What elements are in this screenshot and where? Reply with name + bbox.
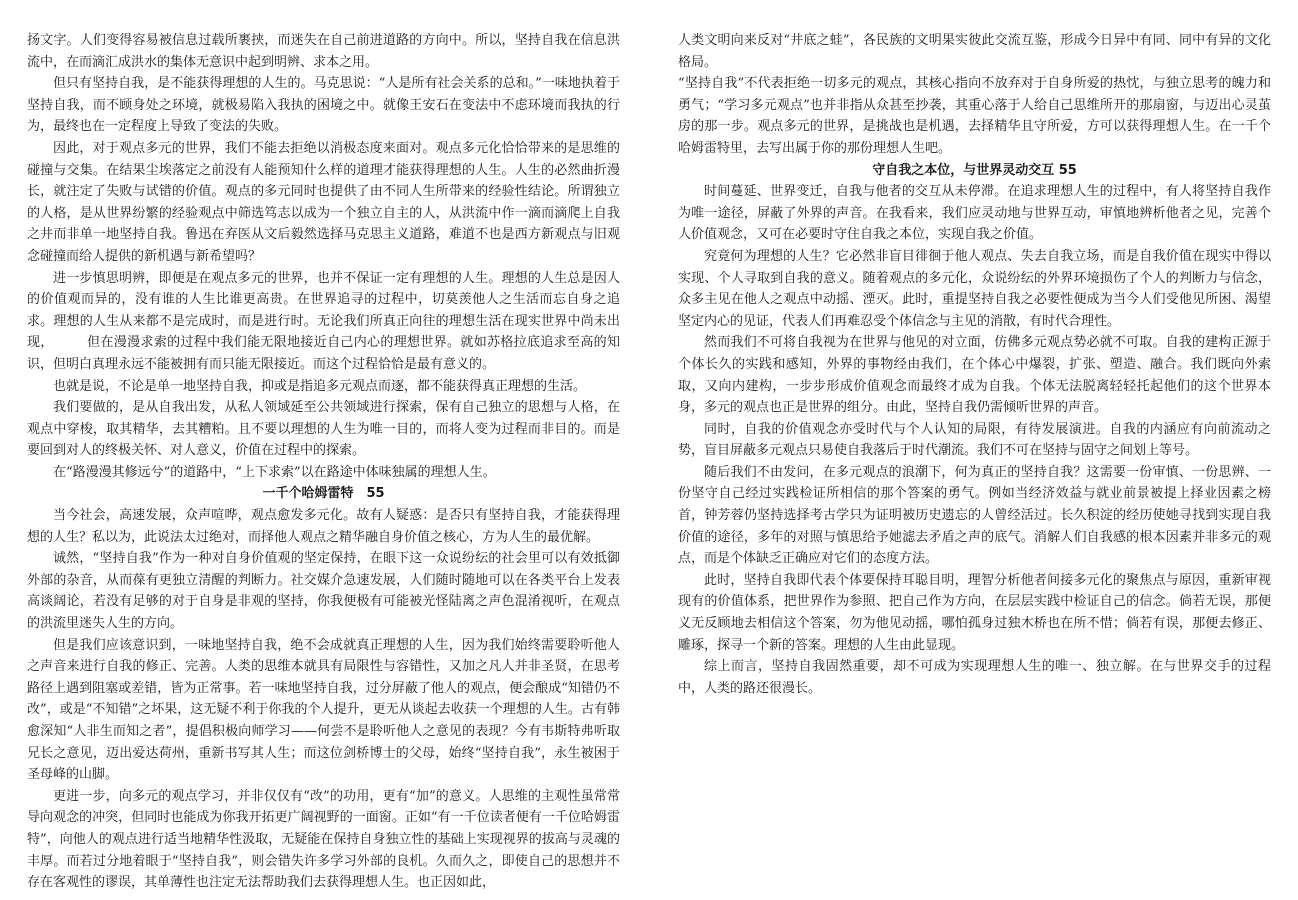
left-paragraph-4: 也就是说，不论是单一地坚持自我，抑或是指追多元观点而逐，都不能获得真正理想的生活。 <box>53 378 587 394</box>
left-paragraph-2: 因此，对于观点多元的世界，我们不能去拒绝以消极态度来面对。观点多元化恰恰带来的是思维的碰撞与交集。在结果尘埃落定之前没有人能预知什么样的道理才能获得理想的人生。人生的必然曲折漫长，就注定了失败与试错的价值。观点的多元同时也提供了由不同人生所带来的经验性结论。所谓独立的人格，是从世界纷繁的经验观点中筛选笃志以成为一个独立自主的人，从洪流中作一滴而滴爬上自我之井而非单一地坚持自我。鲁迅在弃医从文后毅然选择马克思主义道路，难道不也是西方新观点与旧观念碰撞而给人提供的新机遇与新希望吗？ <box>27 140 620 264</box>
left-paragraph-10: 但是我们应该意识到，一味地坚持自我，绝不会成就真正理想的人生，因为我们始终需要聆听他人之声音来进行自我的修正、完善。人类的思维本就具有局限性与容错性，又加之凡人并非圣贤，在思考路径上遇到阻塞或差错，皆为正常事。若一味地坚持自我，过分屏蔽了他人的观点，便会酿成“知错仍不改”，或是“不知错”之坏果，这无疑不利于你我的个人提升，更无从谈起去收获一个理想的人生。古有韩愈深知“人非生而知之者”，提倡积极向师学习——何尝不是聆听他人之意见的表现？今有韦斯特弗听取兄长之意见，迈出爱达荷州，重新书写其人生；而这位剑桥博士的父母，始终“坚持自我”，永生被困于圣母峰的山脚。 <box>27 637 620 783</box>
right-paragraph-6: 同时，自我的价值观念亦受时代与个人认知的局限，有待发展演进。自我的内涵应有向前流动之势，盲目屏蔽多元观点只易使自我落后于时代潮流。我们不可在坚持与固守之间划上等号。 <box>678 421 1271 459</box>
left-paragraph-11: 更进一步，向多元的观点学习，并非仅仅有“改”的功用，更有“加”的意义。人思维的主观性虽常常导向观念的冲突，但同时也能成为你我开拓更广阔视野的一面窗。正如“有一千位读者便有一千位哈姆雷特”，向他人的观点进行适当地精华性汲取，无疑能在保持自身独立性的基础上实现视界的拔高与灵魂的丰厚。而若过分地着眼于“坚持自我”，则会错失许多学习外部的良机。久而久之，即使自己的思想并不存在客观性的谬误，其单薄性也注定无法帮助我们去获得理想人生。也正因如此， <box>27 788 620 891</box>
right-paragraph-4: 究竟何为理想的人生？它必然非盲目徘徊于他人观点、失去自我立场，而是自我价值在现实中得以实现、个人寻取到自我的意义。随着观点的多元化，众说纷纭的外界环境损伤了个人的判断力与信念，众多主见在他人之观点中动摇、湮灭。此时，重提坚持自我之必要性便成为当今人们受他见所困、渴望坚定内心的见证，代表人们再难忍受个体信念与主见的消散，有时代合理性。 <box>678 248 1271 329</box>
left-column <box>27 30 620 894</box>
left-paragraph-0: 扬文字。人们变得容易被信息过载所裹挟，而迷失在自己前进道路的方向中。所以，坚持自我在信息洪流中，在而滴汇成洪水的集体无意识中起到明辨、求本之用。 <box>27 33 620 70</box>
right-paragraph-7: 随后我们不由发问，在多元观点的浪潮下，何为真正的坚持自我？这需要一份审慎、一份思辨、一份坚守自己经过实践检证所相信的那个答案的勇气。例如当经济效益与就业前景被提上择业因素之榜首，钟芳蓉仍坚持选择考古学只为证明被历史遗忘的人曾经活过。长久积淀的经历使她寻找到实现自我价值的途径，多年的对照与慎思给予她滤去矛盾之声的底气。消解人们自我感的根本因素并非多元的观点，而是个体缺乏正确应对它们的态度方法。 <box>678 464 1271 567</box>
left-essay-title-7: 一千个哈姆雷特 55 <box>262 486 385 502</box>
left-paragraph-5: 我们要做的，是从自我出发，从私人领域延至公共领域进行探索，保有自己独立的思想与人格，在观点中穿梭，取其精华，去其糟粕。且不要以理想的人生为唯一目的，而将人变为过程而非目的。而是要回到对人的终极关怀、对人意义，价值在过程中的探索。 <box>27 400 620 459</box>
right-paragraph-1: “坚持自我”不代表拒绝一切多元的观点，其核心指向不放弃对于自身所爱的热忱，与独立思考的魄力和勇气；“学习多元观点”也并非指从众甚至抄袭，其重心落于人给自己思维所开的那扇窗，与迈出心灵茧房的那一步。观点多元的世界，是挑战也是机遇，去择精华且守所爱，方可以获得理想人生。在一千个哈姆雷特里，去写出属于你的那份理想人生吧。 <box>678 76 1271 156</box>
left-paragraph-1: 但只有坚持自我，是不能获得理想的人生的。马克思说：“人是所有社会关系的总和。”一味地执着于坚持自我，而不顾身处之环境，就极易陷入我执的困境之中。就像王安石在变法中不虑环境而我执的行为，最终也在一定程度上导致了变法的失败。 <box>27 76 620 135</box>
right-paragraph-3: 时间蔓延、世界变迁，自我与他者的交互从未停滞。在追求理想人生的过程中，有人将坚持自我作为唯一途径，屏蔽了外界的声音。在我看来，我们应灵动地与世界互动，审慎地辨析他者之见，完善个人价值观念，又可在必要时守住自我之本位，实现自我之价值。 <box>678 184 1271 243</box>
left-paragraph-3: 进一步慎思明辨，即便是在观点多元的世界，也并不保证一定有理想的人生。理想的人生总是因人的价值观而异的，没有谁的人生比谁更高贵。在世界追寻的过程中，切莫羡他人之生活而忘自身之追求。理想的人生从来都不是完成时，而是进行时。无论我们所真正向往的理想生活在现实世界中尚未出现， 但在漫漫求索的过程中我们能无限地接近自己内心的理想世界。就如苏格拉底追求至高的知识，但明白真理永远不能被拥有而只能无限接近。而这个过程恰恰是最有意义的。 <box>27 270 620 372</box>
right-paragraph-0: 人类文明向来反对“井底之蛙”，各民族的文明果实彼此交流互鉴，形成今日异中有同、同中有异的文化格局。 <box>678 33 1271 70</box>
right-essay-title-2: 守自我之本位，与世界灵动交互 55 <box>872 162 1077 178</box>
left-paragraph-6: 在“路漫漫其修远兮”的道路中，“上下求索”以在路途中体味独属的理想人生。 <box>53 464 496 480</box>
right-column <box>678 30 1271 699</box>
right-paragraph-9: 综上而言，坚持自我固然重要，却不可成为实现理想人生的唯一、独立解。在与世界交手的过程中，人类的路还很漫长。 <box>678 659 1271 696</box>
right-paragraph-8: 此时，坚持自我即代表个体要保持耳聪目明，理智分析他者间接多元化的聚焦点与原因，重新审视现有的价值体系，把世界作为参照、把自己作为方向，在层层实践中检证自己的信念。倘若无误，那便义无反顾地去相信这个答案，勿为他见动摇，哪怕孤身过独木桥也在所不惜；倘若有误，那便去修正、雕琢，探寻一个新的答案。理想的人生由此显现。 <box>678 572 1271 653</box>
left-paragraph-8: 当今社会，高速发展，众声喧哗，观点愈发多元化。故有人疑惑：是否只有坚持自我，才能获得理想的人生？私以为，此说法太过绝对，而择他人观点之精华融自身价值之核心，方为人生的最优解。 <box>27 508 620 545</box>
right-paragraph-5: 然而我们不可将自我视为在世界与他见的对立面，仿佛多元观点势必就不可取。自我的建构正源于个体长久的实践和感知，外界的事物经由我们，在个体心中爆裂，扩张、塑造、融合。我们既向外索取，又向内建构，一步步形成价值观念而最终才成为自我。个体无法脱离轻轻托起他们的这个世界本身，多元的观点也正是世界的组分。由此，坚持自我仍需倾听世界的声音。 <box>678 335 1271 416</box>
left-paragraph-9: 诚然，“坚持自我”作为一种对自身价值观的坚定保持，在眼下这一众说纷纭的社会里可以有效抵御外部的杂音，从而葆有更独立清醒的判断力。社交媒介急速发展，人们随时随地可以在各类平台上发表高谈阔论，若没有足够的对于自身是非观的坚持，你我便极有可能被光怪陆离之声色混淆视听，在观点的洪流里迷失人生的方向。 <box>27 551 620 632</box>
